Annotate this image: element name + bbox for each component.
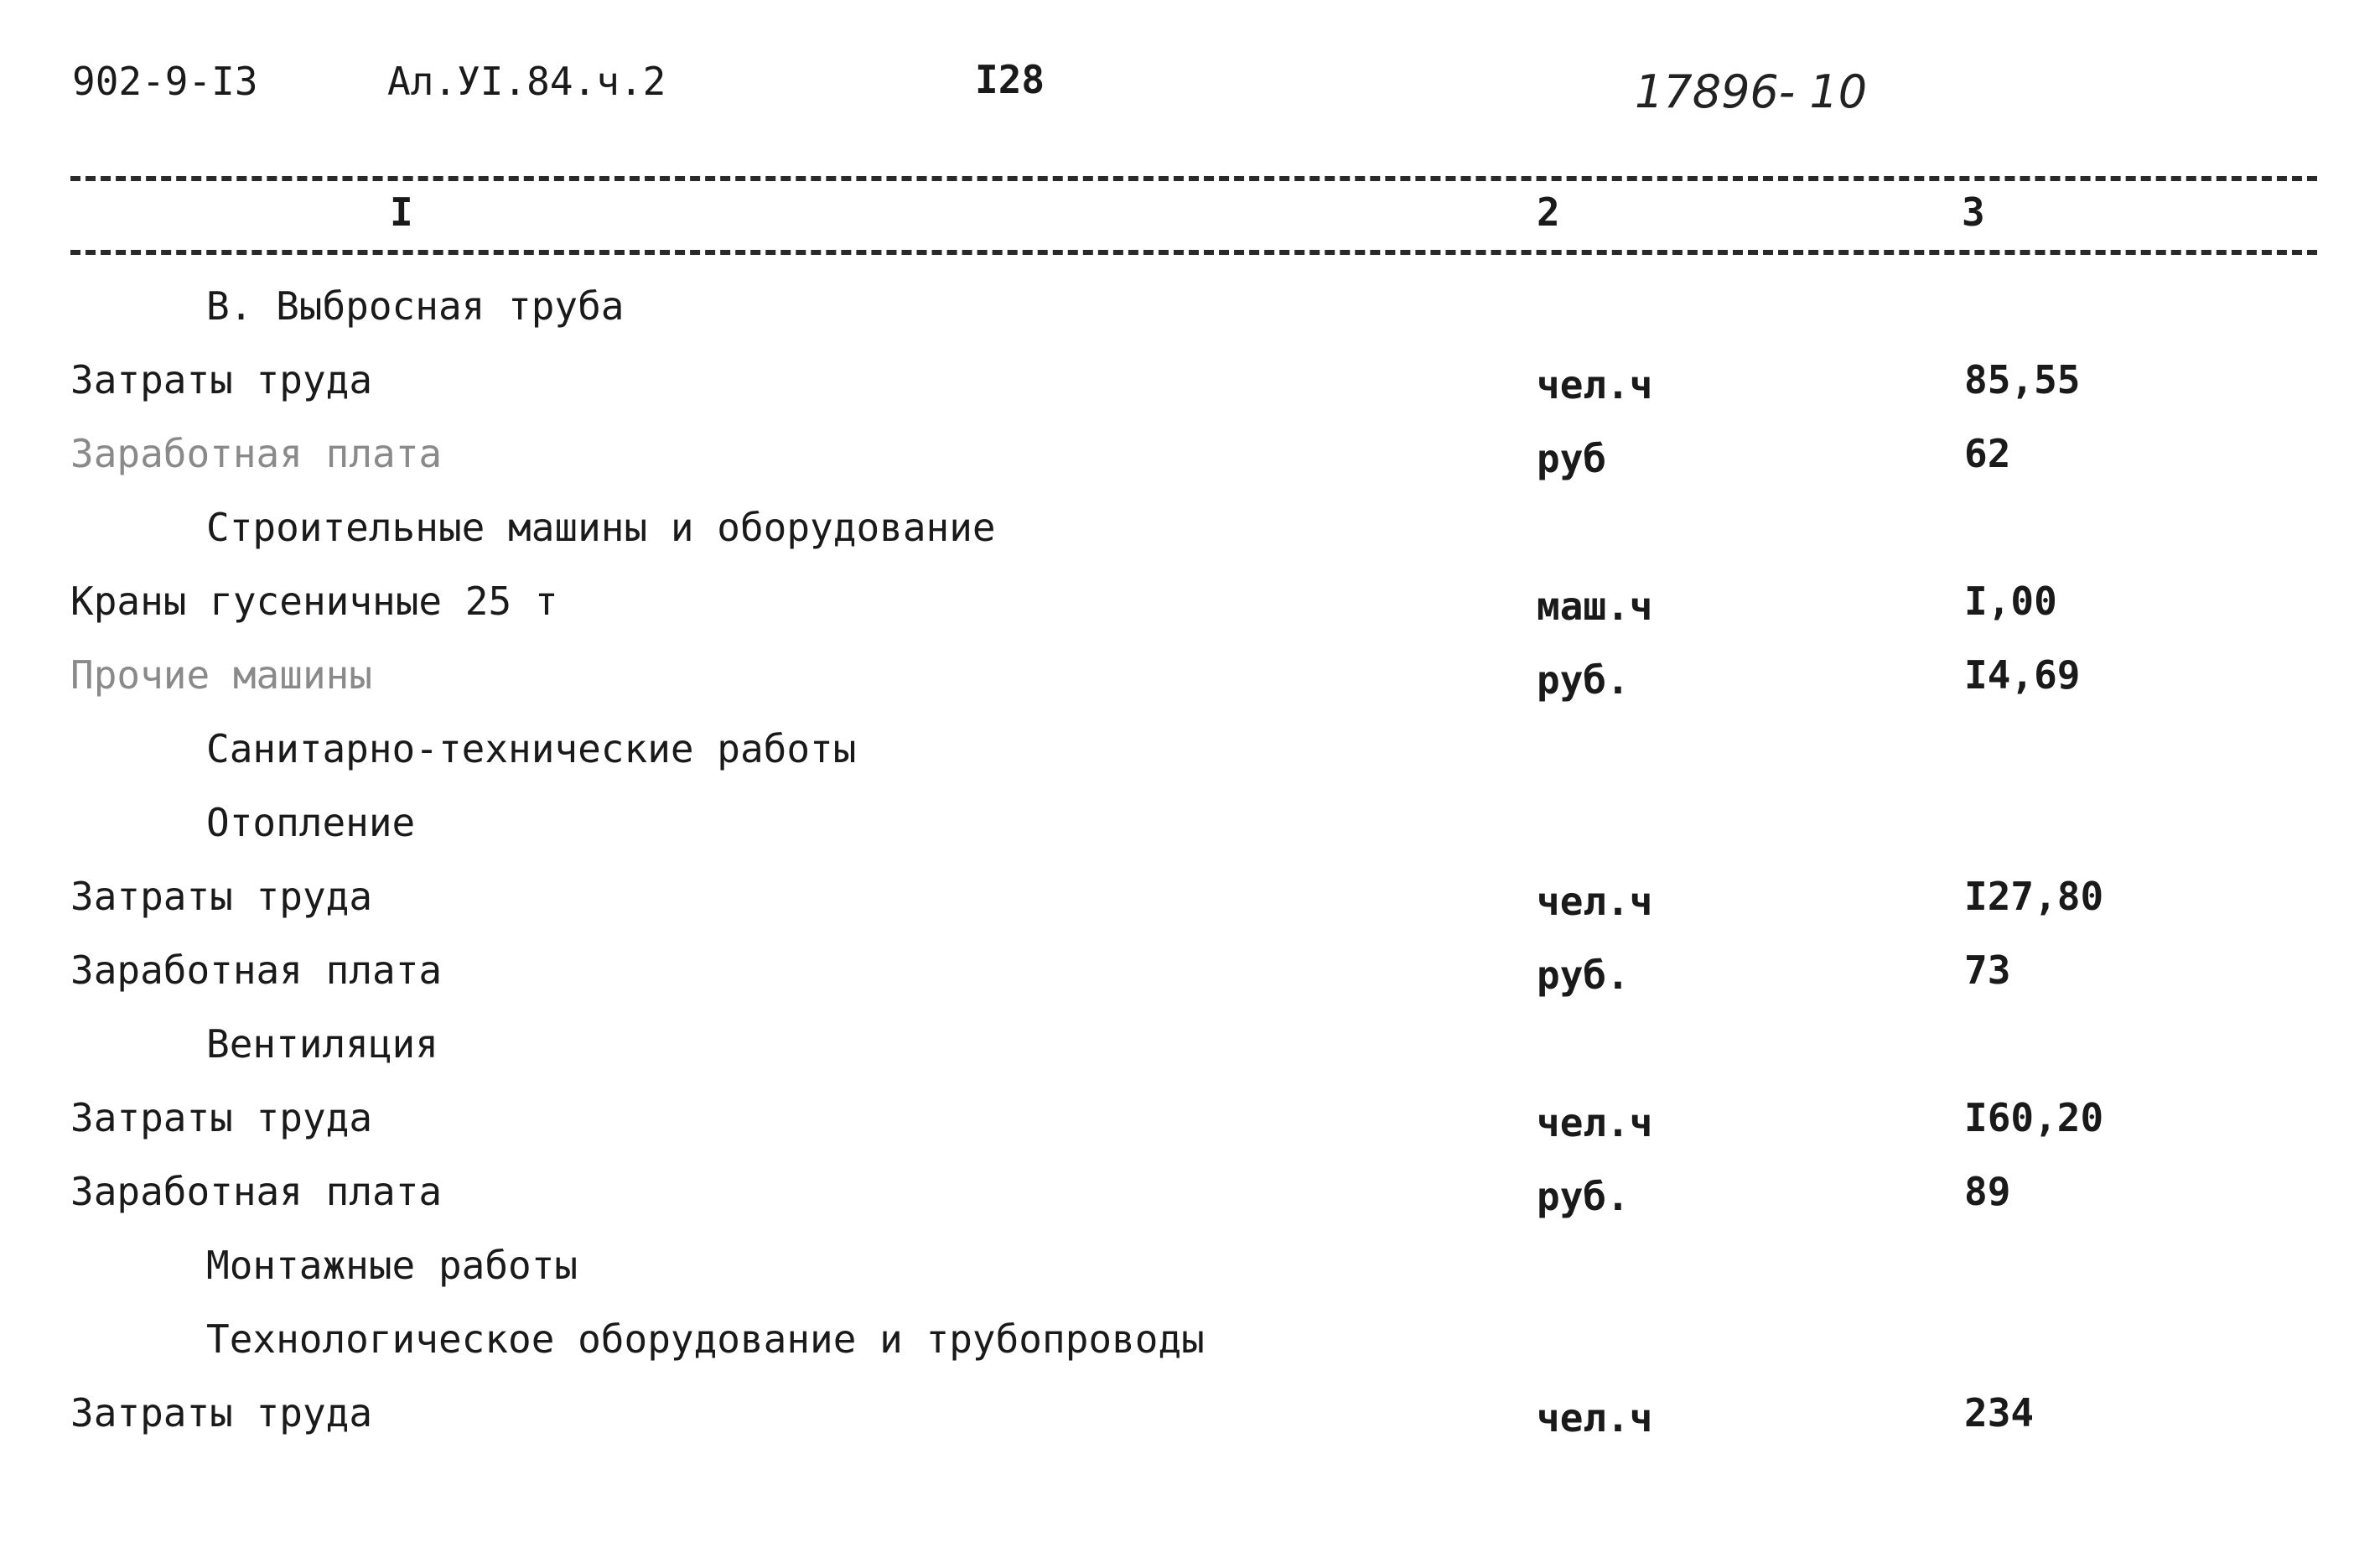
table-row — [0, 1095, 2380, 1162]
column-header-2: 2 — [1537, 190, 1560, 235]
table-row — [0, 874, 2380, 941]
row-unit: чел.ч — [1537, 1100, 1653, 1145]
table-row — [0, 1169, 2380, 1236]
document-code: 902-9-I3 — [72, 59, 258, 104]
row-label: В. Выбросная труба — [206, 283, 625, 329]
row-unit: руб. — [1537, 1174, 1630, 1219]
row-value: I60,20 — [1964, 1095, 2104, 1140]
row-unit: маш.ч — [1537, 584, 1653, 629]
row-value: I4,69 — [1964, 652, 2081, 698]
table-row — [0, 1021, 2380, 1088]
row-value: I27,80 — [1964, 874, 2104, 919]
column-header-1: I — [390, 190, 413, 235]
row-label: Отопление — [206, 800, 416, 845]
album-reference: Ал.УI.84.ч.2 — [387, 59, 666, 104]
row-label: Строительные машины и оборудование — [206, 505, 996, 550]
row-label: Заработная плата — [70, 948, 443, 993]
row-label: Затраты труда — [70, 357, 373, 402]
inventory-number: 17896- 10 — [1635, 65, 1868, 118]
row-value: 89 — [1964, 1169, 2011, 1214]
row-unit: руб — [1537, 436, 1607, 481]
column-header-3: 3 — [1962, 190, 1985, 235]
table-row — [0, 357, 2380, 424]
row-label: Вентиляция — [206, 1021, 438, 1067]
row-value: 73 — [1964, 948, 2011, 993]
row-label: Прочие машины — [70, 652, 373, 698]
row-value: 234 — [1964, 1390, 2035, 1436]
table-row — [0, 1243, 2380, 1310]
row-value: I,00 — [1964, 579, 2057, 624]
table-row — [0, 726, 2380, 793]
table-row — [0, 431, 2380, 498]
row-label: Заработная плата — [70, 431, 443, 476]
row-label: Затраты труда — [70, 874, 373, 919]
table-row — [0, 800, 2380, 867]
row-unit: чел.ч — [1537, 879, 1653, 924]
table-row — [0, 948, 2380, 1015]
table-row — [0, 1390, 2380, 1457]
table-row — [0, 652, 2380, 719]
row-label: Заработная плата — [70, 1169, 443, 1214]
row-label: Краны гусеничные 25 т — [70, 579, 558, 624]
table-row — [0, 1316, 2380, 1384]
row-unit: чел.ч — [1537, 1395, 1653, 1441]
table-row — [0, 283, 2380, 350]
table-row — [0, 579, 2380, 646]
header-divider-top — [70, 176, 2317, 181]
row-unit: чел.ч — [1537, 362, 1653, 408]
row-label: Затраты труда — [70, 1095, 373, 1140]
header-divider-bottom — [70, 250, 2317, 255]
row-label: Технологическое оборудование и трубопроводы — [206, 1316, 1205, 1362]
row-unit: руб. — [1537, 657, 1630, 703]
row-unit: руб. — [1537, 953, 1630, 998]
row-label: Монтажные работы — [206, 1243, 578, 1288]
row-value: 85,55 — [1964, 357, 2081, 402]
row-label: Санитарно-технические работы — [206, 726, 857, 771]
page-number: I28 — [975, 57, 1045, 102]
table-row — [0, 505, 2380, 572]
row-label: Затраты труда — [70, 1390, 373, 1436]
row-value: 62 — [1964, 431, 2011, 476]
